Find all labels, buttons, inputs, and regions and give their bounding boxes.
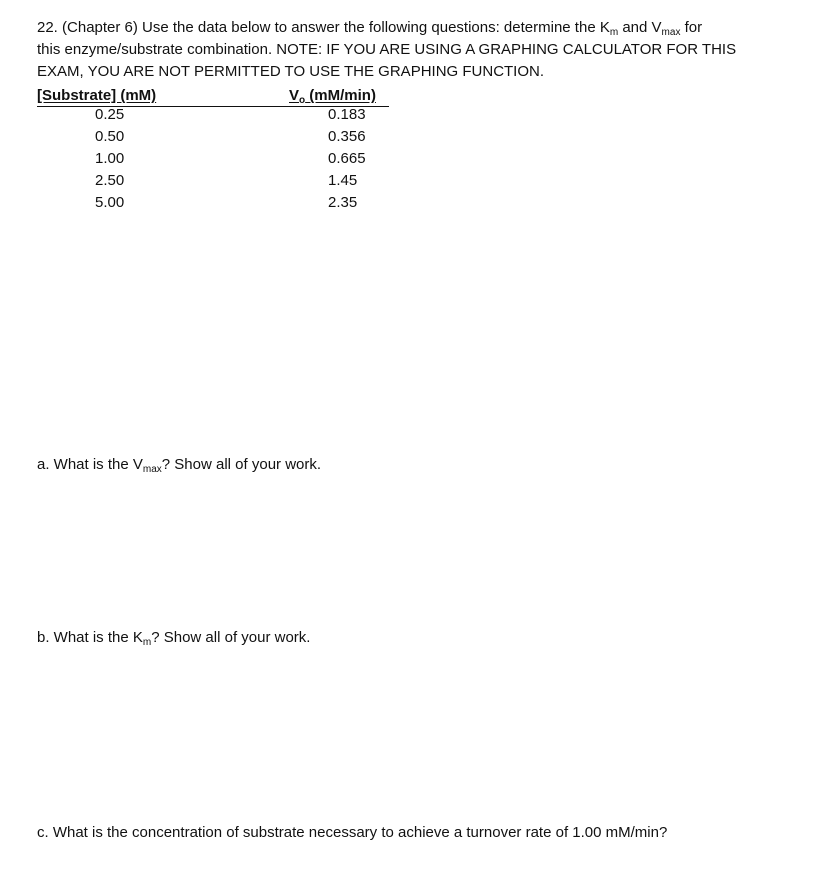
part-c-question: c. What is the concentration of substrate necessary to achieve a turnover rate of 1.00 mM/min? xyxy=(37,824,668,841)
part-b-subscript: m xyxy=(142,637,152,648)
question-text-1a: 22. (Chapter 6) Use the data below to answer the following questions: determine the K xyxy=(37,19,610,36)
question-line-2: this enzyme/substrate combination. NOTE: IF YOU ARE USING A GRAPHING CALCULATOR FOR THIS xyxy=(37,41,737,58)
table-cell-substrate: 2.50 xyxy=(95,172,125,189)
header-velocity-subscript: o xyxy=(299,95,306,106)
question-text-1c: for xyxy=(680,19,703,36)
part-a-text-end: ? Show all of your work. xyxy=(161,456,322,473)
header-velocity xyxy=(289,87,376,104)
table-cell-velocity: 2.35 xyxy=(328,194,358,211)
km-subscript: m xyxy=(609,27,619,38)
table-cell-velocity: 1.45 xyxy=(328,172,358,189)
table-cell-substrate: 0.50 xyxy=(95,128,125,145)
part-a-text: a. What is the V xyxy=(37,456,143,473)
table-cell-velocity: 0.183 xyxy=(328,106,366,123)
header-velocity-units: (mM/min) xyxy=(305,87,376,104)
part-b-text-end: ? Show all of your work. xyxy=(151,629,311,646)
header-velocity-v: V xyxy=(289,87,300,104)
vmax-subscript: max xyxy=(661,27,681,38)
table-cell-velocity: 0.665 xyxy=(328,150,366,167)
table-cell-substrate: 0.25 xyxy=(95,106,125,123)
table-cell-substrate: 1.00 xyxy=(95,150,125,167)
part-a-subscript: max xyxy=(142,464,162,475)
question-text-1b: and V xyxy=(618,19,662,36)
question-line-3: EXAM, YOU ARE NOT PERMITTED TO USE THE GRAPHING FUNCTION. xyxy=(37,63,545,80)
part-a-question xyxy=(37,454,321,476)
part-b-text: b. What is the K xyxy=(37,629,143,646)
question-line-1 xyxy=(37,17,702,39)
header-substrate: [Substrate] (mM) xyxy=(37,87,157,104)
table-cell-velocity: 0.356 xyxy=(328,128,366,145)
part-b-question xyxy=(37,627,310,649)
table-cell-substrate: 5.00 xyxy=(95,194,125,211)
table-header xyxy=(37,86,389,107)
